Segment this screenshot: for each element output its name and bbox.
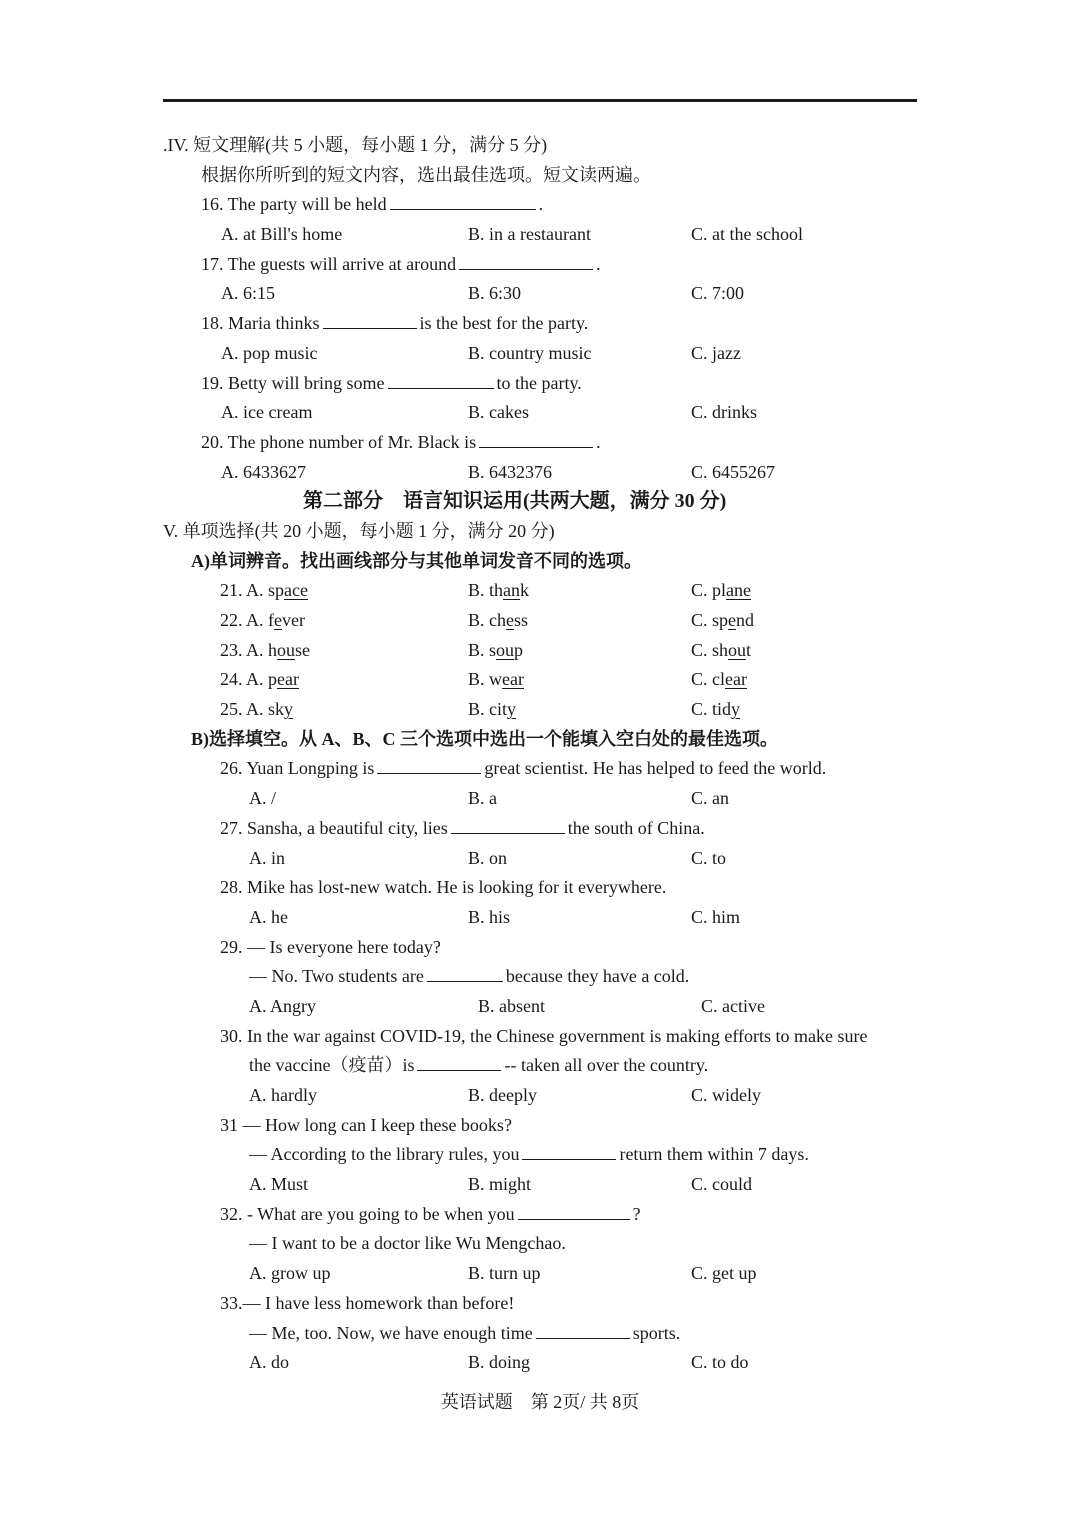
underlined-part: ear (277, 669, 299, 690)
option-b: B. doing (468, 1352, 531, 1373)
answer-blank (417, 1052, 501, 1071)
options-20 (0, 458, 1080, 488)
question-33: 33.— I have less homework than before! (220, 1292, 515, 1313)
question-17: 17. The guests will arrive at around . (0, 250, 1080, 280)
phonics-question-24 (0, 665, 1080, 695)
options-18 (0, 339, 1080, 369)
option-b: B. might (468, 1174, 532, 1195)
phonics-question-21 (0, 576, 1080, 606)
option-b: B. 6:30 (468, 283, 522, 304)
option-a: A. Angry (249, 995, 316, 1016)
underlined-part: e (728, 610, 737, 630)
options-32 (0, 1259, 1080, 1289)
option-c: C. spend (691, 610, 755, 630)
question-29-reply: — No. Two students are because they have a cold. (0, 962, 1080, 992)
option-b: B. city (468, 699, 516, 720)
question-32-reply: — I want to be a doctor like Wu Mengchao. (249, 1233, 566, 1254)
section-5b-instruction: B)选择填空。从 A、B、C 三个选项中选出一个能填入空白处的最佳选项。 (191, 728, 779, 749)
option-c: C. could (691, 1174, 752, 1195)
underlined-part: ou (728, 639, 747, 660)
option-b: B. a (468, 788, 497, 809)
options-16 (0, 220, 1080, 250)
option-a: A. 6433627 (221, 461, 306, 482)
option-b: B. thank (468, 580, 530, 601)
option-b: B. his (468, 906, 511, 927)
answer-blank (388, 370, 494, 389)
option-a: A. ice cream (221, 402, 313, 423)
underlined-part: an (503, 580, 521, 601)
options-19 (0, 398, 1080, 428)
options-17 (0, 279, 1080, 309)
underlined-part: ear (725, 669, 747, 690)
answer-blank (459, 251, 593, 270)
answer-blank (377, 755, 481, 774)
options-27 (0, 844, 1080, 874)
phonics-question-22 (0, 606, 1080, 636)
question-31: 31 — How long can I keep these books? (220, 1114, 512, 1135)
option-a: 21. A. space (220, 580, 308, 601)
content (0, 131, 1080, 1378)
question-27: 27. Sansha, a beautiful city, lies the south of China. (0, 814, 1080, 844)
underlined-part: ou (277, 639, 296, 660)
option-c: C. to do (691, 1352, 749, 1373)
question-32: 32. - What are you going to be when you ? (0, 1200, 1080, 1230)
option-a: A. grow up (249, 1263, 331, 1284)
option-b: B. 6432376 (468, 461, 553, 482)
option-b: B. absent (478, 995, 545, 1016)
option-c: C. active (701, 995, 765, 1016)
answer-blank (518, 1201, 630, 1220)
section-5-heading: V. 单项选择(共 20 小题，每小题 1 分，满分 20 分) (163, 520, 555, 541)
option-b: B. wear (468, 669, 524, 690)
option-c: C. drinks (691, 402, 758, 423)
question-30: 30. In the war against COVID-19, the Chinese government is making efforts to make sure (220, 1025, 868, 1046)
section-4-heading: .IV. 短文理解(共 5 小题，每小题 1 分，满分 5 分) (163, 135, 548, 155)
answer-blank (536, 1320, 630, 1339)
top-rule (163, 99, 917, 102)
option-a: A. at Bill's home (221, 224, 343, 245)
question-31-reply: — According to the library rules, you return them within 7 days. (0, 1140, 1080, 1170)
answer-blank (451, 815, 565, 834)
option-c: C. 6455267 (691, 461, 776, 482)
option-b: B. country music (468, 342, 592, 363)
question-28: 28. Mike has lost-new watch. He is looking for it everywhere. (220, 877, 667, 898)
phonics-question-25 (0, 695, 1080, 725)
option-c: C. get up (691, 1263, 757, 1284)
answer-blank (323, 310, 417, 329)
question-19: 19. Betty will bring some to the party. (0, 369, 1080, 399)
option-c: C. jazz (691, 342, 741, 363)
option-b: B. cakes (468, 402, 529, 423)
option-b: B. in a restaurant (468, 224, 591, 245)
underlined-part: y (507, 699, 516, 720)
underlined-part: e (506, 610, 514, 630)
option-b: B. deeply (468, 1085, 537, 1105)
section-4-instruction: 根据你所听到的短文内容，选出最佳选项。短文读两遍。 (201, 164, 651, 185)
option-c: C. him (691, 906, 741, 927)
underlined-part: e (274, 610, 282, 630)
options-33 (0, 1348, 1080, 1378)
question-20: 20. The phone number of Mr. Black is . (0, 428, 1080, 458)
phonics-question-23 (0, 636, 1080, 666)
underlined-part: ear (502, 669, 524, 690)
option-c: C. 7:00 (691, 283, 745, 304)
option-a: A. hardly (249, 1085, 317, 1105)
answer-blank (522, 1141, 616, 1160)
underlined-part: y (731, 699, 741, 720)
option-c: C. an (691, 788, 729, 809)
option-c: C. clear (691, 669, 747, 690)
page-footer: 英语试题 第 2页/ 共 8页 (440, 1392, 640, 1412)
options-29 (0, 992, 1080, 1022)
option-a: 25. A. sky (220, 699, 294, 720)
option-c: C. to (691, 847, 727, 868)
options-28 (0, 903, 1080, 933)
option-b: B. soup (468, 639, 524, 660)
option-a: A. he (249, 906, 288, 927)
option-a: 24. A. pear (220, 669, 299, 690)
option-a: 23. A. house (220, 639, 311, 660)
option-c: C. shout (691, 639, 752, 660)
underlined-part: ou (496, 639, 515, 660)
question-29: 29. — Is everyone here today? (220, 936, 441, 957)
option-b: B. chess (468, 610, 529, 630)
option-c: C. plane (691, 580, 751, 601)
option-c: C. widely (691, 1085, 761, 1105)
option-b: B. on (468, 847, 508, 868)
question-30-continued: the vaccine（疫苗）is -- taken all over the country. (0, 1051, 1080, 1081)
underlined-part: ace (284, 580, 308, 601)
option-a: A. 6:15 (221, 283, 275, 304)
option-c: C. at the school (691, 224, 803, 245)
option-a: A. in (249, 847, 285, 868)
options-31 (0, 1170, 1080, 1200)
answer-blank (479, 429, 593, 448)
option-a: A. / (249, 788, 276, 809)
question-33-reply: — Me, too. Now, we have enough time sports. (0, 1319, 1080, 1349)
option-a: A. do (249, 1352, 289, 1373)
question-26: 26. Yuan Longping is great scientist. He has helped to feed the world. (0, 754, 1080, 784)
option-c: C. tidy (691, 699, 741, 720)
option-b: B. turn up (468, 1263, 541, 1284)
section-5a-instruction: A)单词辨音。找出画线部分与其他单词发音不同的选项。 (191, 550, 642, 571)
option-a: 22. A. fever (220, 610, 305, 630)
underlined-part: y (284, 699, 294, 720)
phonics-list (0, 576, 1080, 724)
options-26 (0, 784, 1080, 814)
answer-blank (427, 963, 503, 982)
option-a: A. Must (249, 1174, 309, 1195)
underlined-part: ane (726, 580, 751, 601)
part-2-title: 第二部分 语言知识运用(共两大题，满分 30 分) (303, 490, 727, 513)
option-a: A. pop music (221, 342, 318, 363)
answer-blank (390, 191, 536, 210)
question-16: 16. The party will be held . (0, 190, 1080, 220)
question-18: 18. Maria thinks is the best for the party. (0, 309, 1080, 339)
options-30 (0, 1081, 1080, 1111)
